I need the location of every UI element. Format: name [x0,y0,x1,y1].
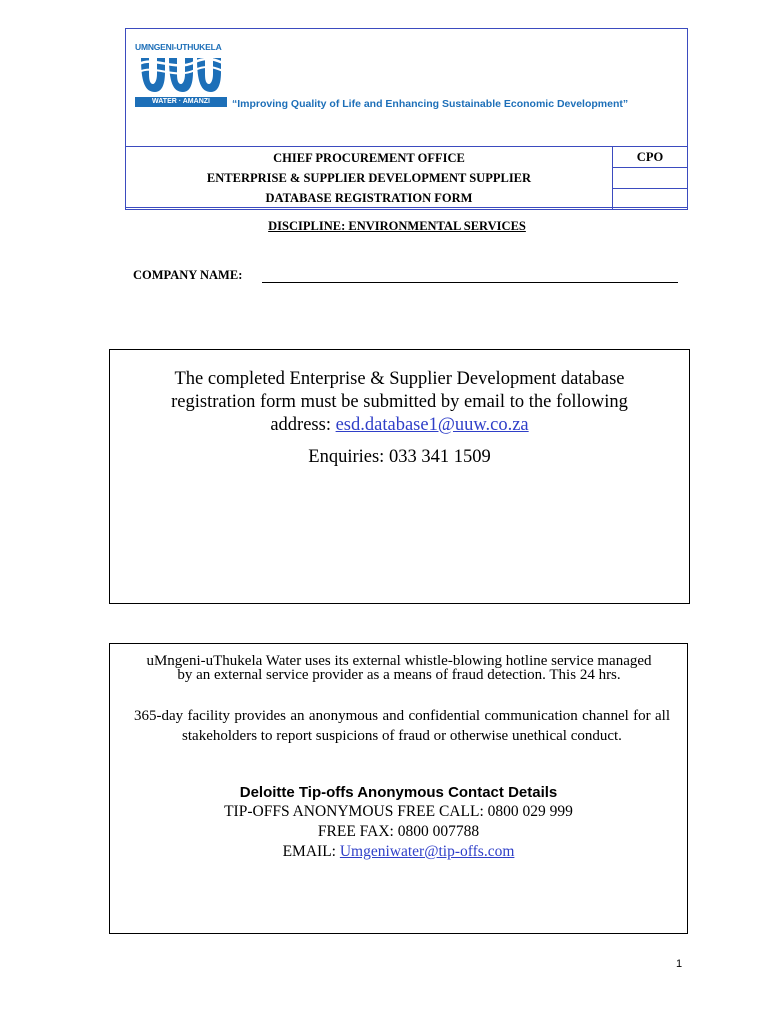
deloitte-contact-title: Deloitte Tip-offs Anonymous Contact Details [239,784,558,801]
tipoffs-email [109,843,688,861]
form-title-table [125,146,688,210]
submission-line3 [109,414,690,437]
tipoffs-email-link[interactable]: Umgeniwater@tip-offs.com [339,843,515,860]
fraud-intro-line1: uMngeni-uThukela Water uses its external whistle-blowing hotline service managed [146,653,652,669]
enquiries-phone: Enquiries: 033 341 1509 [308,447,491,467]
submission-line1: The completed Enterprise & Supplier Development database [174,369,625,389]
logo-org-name: UMNGENI-UTHUKELA [135,42,222,52]
submission-line2: registration form must be submitted by email to the following [171,392,628,412]
office-code: CPO [613,147,687,168]
address-label: address: [270,415,336,435]
discipline-heading: DISCIPLINE: ENVIRONMENTAL SERVICES [268,219,526,233]
logo-band: WATER · AMANZI [135,97,227,107]
fraud-intro [114,654,684,682]
fraud-facility-paragraph: 365-day facility provides an anonymous and confidential communication channel for all stakeholders to report suspicions of fraud or otherwise unethical conduct. [134,708,670,744]
fraud-intro-line2: by an external service provider as a means of fraud detection. This 24 hrs. [177,667,621,683]
submission-instructions [109,368,690,437]
page-number: 1 [676,958,683,970]
tipoffs-free-call: TIP-OFFS ANONYMOUS FREE CALL: 0800 029 999 [224,803,573,820]
tagline: “Improving Quality of Life and Enhancing Sustainable Economic Development” [232,98,629,110]
company-name-field[interactable] [262,282,678,283]
submission-email-link[interactable]: esd.database1@uuw.co.za [335,415,529,435]
office-title: CHIEF PROCUREMENT OFFICE [273,151,465,165]
tipoffs-free-fax: FREE FAX: 0800 007788 [317,823,480,840]
office-code-blank-2 [613,189,687,209]
office-code-blank-1 [613,168,687,189]
form-title-line1: ENTERPRISE & SUPPLIER DEVELOPMENT SUPPLIER [206,171,532,185]
tipoffs-email-label: EMAIL: [282,843,340,860]
form-title-line2: DATABASE REGISTRATION FORM [265,191,473,205]
company-name-label: COMPANY NAME: [133,268,243,282]
